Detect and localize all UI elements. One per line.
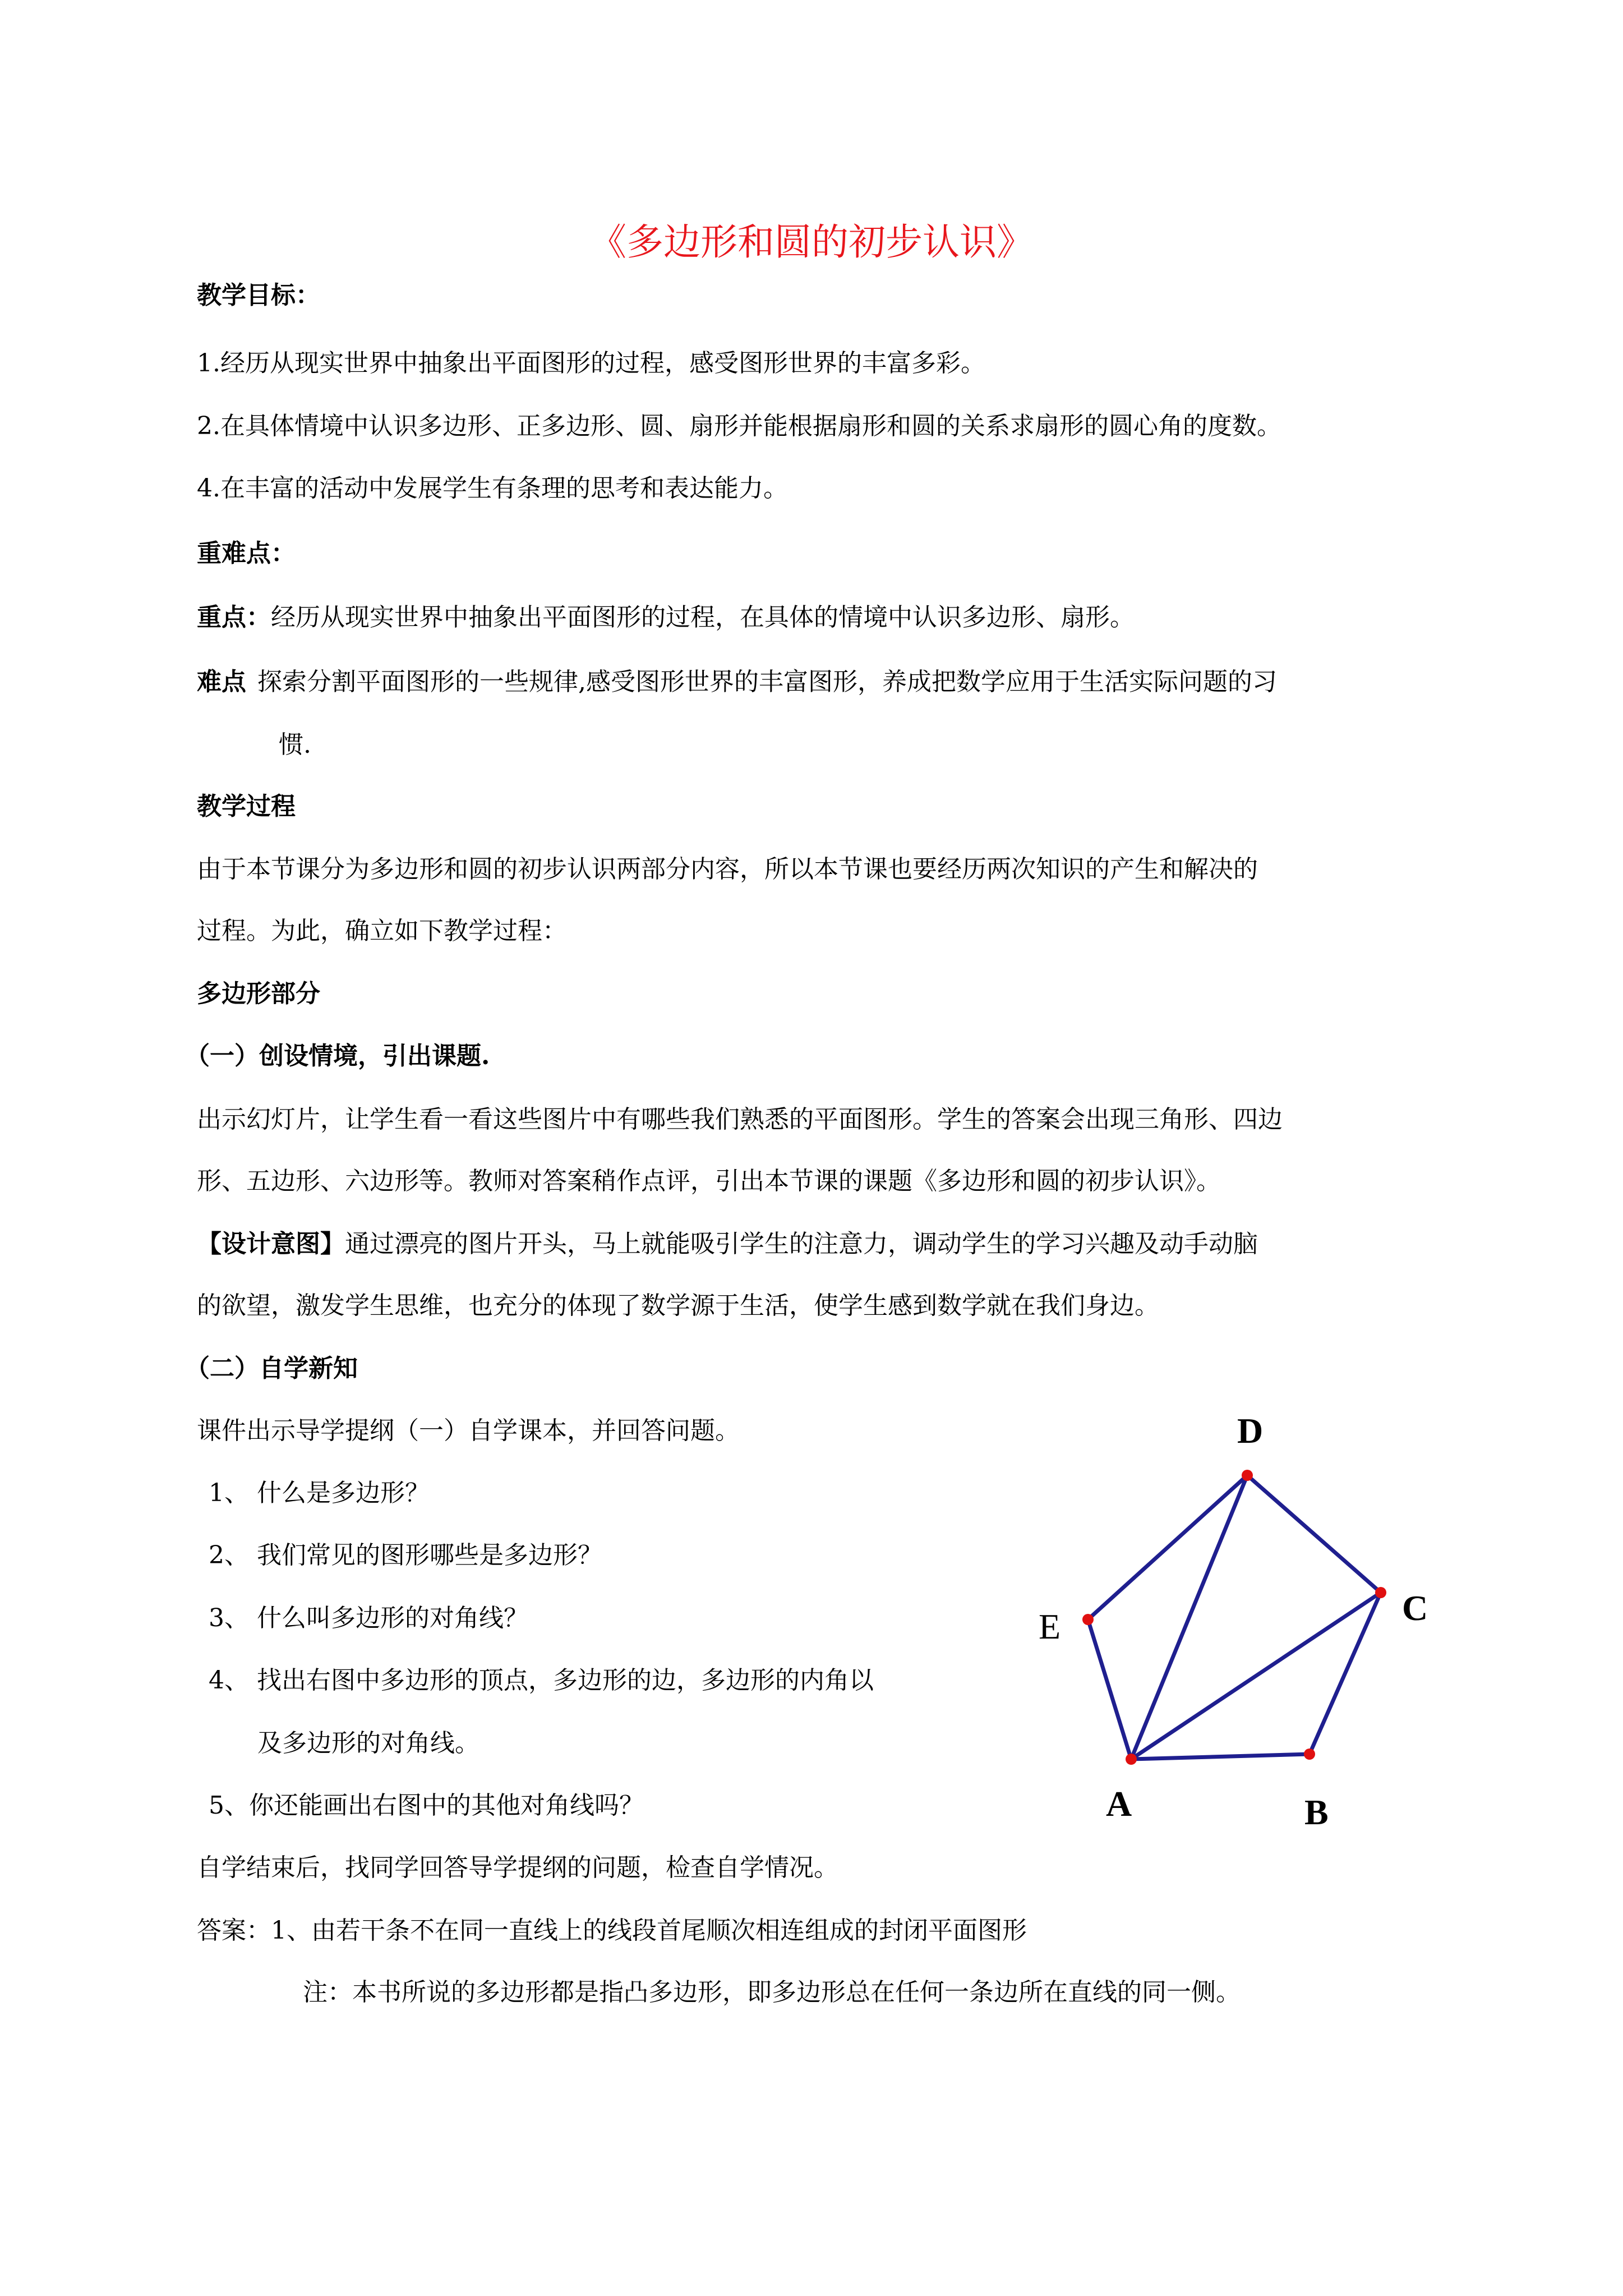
after-study-text: 自学结束后，找同学回答导学提纲的问题，检查自学情况。 <box>197 1853 838 1882</box>
design-intent-text: 的欲望，激发学生思维，也充分的体现了数学源于生活，使学生感到数学就在我们身边。 <box>197 1291 1159 1320</box>
side-EA <box>1088 1619 1131 1759</box>
objective-item: 2.在具体情境中认识多边形、正多边形、圆、扇形并能根据扇形和圆的关系求扇形的圆心角的度数。 <box>197 412 1281 440</box>
answer-text: 答案：1、由若干条不在同一直线上的线段首尾顺次相连组成的封闭平面图形 <box>197 1916 1027 1945</box>
step2-intro: 课件出示导学提纲（一）自学课本，并回答问题。 <box>197 1416 740 1445</box>
question-item: 4、 找出右图中多边形的顶点，多边形的边，多边形的内角以 <box>209 1666 874 1695</box>
note-text: 注：本书所说的多边形都是指凸多边形，即多边形总在任何一条边所在直线的同一侧。 <box>303 1978 1241 2007</box>
question-item: 及多边形的对角线。 <box>257 1729 479 1757</box>
label-B: B <box>1304 1792 1329 1832</box>
label-E: E <box>1039 1607 1061 1646</box>
key-points-heading: 重难点： <box>197 539 296 568</box>
objective-item: 1.经历从现实世界中抽象出平面图形的过程，感受图形世界的丰富多彩。 <box>197 349 985 378</box>
page-title: 《多边形和圆的初步认识》 <box>589 220 1034 264</box>
difficulty-text-cont: 惯. <box>279 730 311 759</box>
process-intro: 由于本节课分为多边形和圆的初步认识两部分内容，所以本节课也要经历两次知识的产生和解决的 <box>197 855 1258 884</box>
question-item: 2、 我们常见的图形哪些是多边形？ <box>209 1541 602 1570</box>
focus-text: 经历从现实世界中抽象出平面图形的过程，在具体的情境中认识多边形、扇形。 <box>271 603 1135 632</box>
label-A: A <box>1106 1784 1132 1824</box>
difficulty-label: 难点 <box>197 668 246 696</box>
label-C: C <box>1402 1588 1428 1628</box>
step1-text: 出示幻灯片，让学生看一看这些图片中有哪些我们熟悉的平面图形。学生的答案会出现三角形、四边 <box>197 1105 1283 1134</box>
side-CD <box>1247 1475 1381 1593</box>
vertex-D <box>1242 1470 1253 1481</box>
vertex-E <box>1082 1614 1094 1625</box>
step1-text: 形、五边形、六边形等。教师对答案稍作点评，引出本节课的课题《多边形和圆的初步认识》。 <box>197 1167 1221 1195</box>
side-DE <box>1088 1475 1247 1619</box>
question-item: 3、 什么叫多边形的对角线？ <box>209 1604 528 1632</box>
vertex-B <box>1304 1749 1315 1760</box>
side-AB <box>1131 1754 1310 1759</box>
vertex-C <box>1375 1587 1386 1598</box>
focus-label: 重点： <box>197 603 271 632</box>
question-item: 1、 什么是多边形？ <box>209 1479 430 1507</box>
difficulty-text: 探索分割平面图形的一些规律,感受图形世界的丰富图形，养成把数学应用于生活实际问题的习 <box>257 668 1277 696</box>
design-intent-label: 【设计意图】 <box>197 1230 345 1258</box>
process-intro: 过程。为此，确立如下教学过程： <box>197 917 567 945</box>
step2-heading: （二）自学新知 <box>185 1354 358 1383</box>
question-item: 5、你还能画出右图中的其他对角线吗？ <box>209 1791 644 1820</box>
vertex-A <box>1126 1754 1137 1765</box>
step1-heading: （一）创设情境，引出课题. <box>185 1042 490 1070</box>
label-D: D <box>1237 1411 1264 1451</box>
process-heading: 教学过程 <box>197 792 296 821</box>
section-heading: 多边形部分 <box>197 979 320 1008</box>
diagonal-AD <box>1131 1475 1247 1759</box>
design-intent-text: 通过漂亮的图片开头，马上就能吸引学生的注意力，调动学生的学习兴趣及动手动脑 <box>345 1230 1258 1258</box>
objective-item: 4.在丰富的活动中发展学生有条理的思考和表达能力。 <box>197 474 788 503</box>
objectives-heading: 教学目标： <box>197 281 320 310</box>
